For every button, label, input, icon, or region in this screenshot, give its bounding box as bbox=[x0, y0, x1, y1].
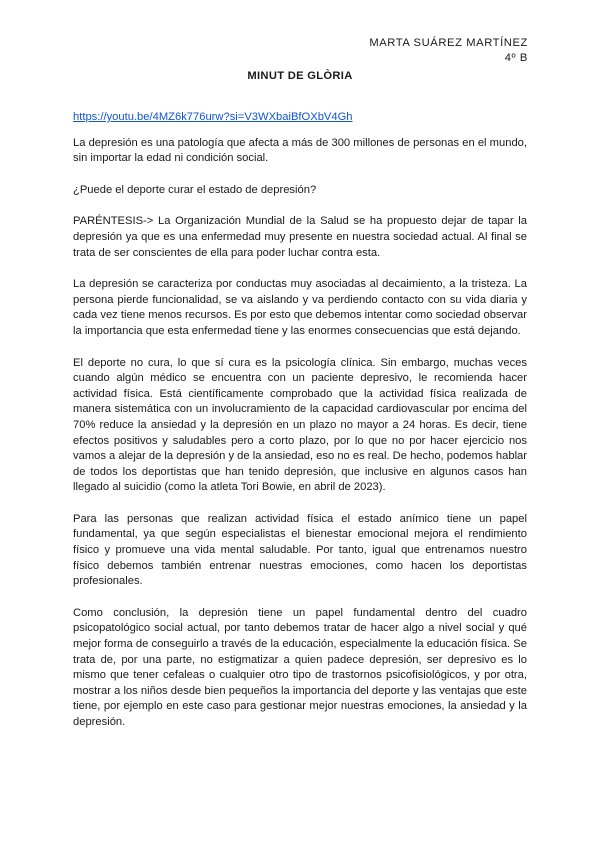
youtube-link[interactable]: https://youtu.be/4MZ6k776urw?si=V3WXbaiBfOXbV4Gh bbox=[73, 111, 353, 123]
class-group: 4º B bbox=[504, 52, 528, 64]
paragraph-question: ¿Puede el deporte curar el estado de depresión? bbox=[73, 183, 317, 196]
paragraph-athletes: Para las personas que realizan actividad física el estado anímico tiene un papel fundamental, ya que según especialistas el bienestar emocional mejora el rendimiento físico y promueve una vida mental saludable. Por tanto, igual que entrenamos nuestro físico debemos también entrenar nuestras emociones, como hacen los deportistas profesionales. bbox=[73, 512, 527, 588]
paragraph-parenthesis: PARÉNTESIS-> La Organización Mundial de la Salud se ha propuesto dejar de tapar la depresión ya que es una enfermedad muy presente en nuestra sociedad actual. Al final se trata de ser conscientes de ella para poder luchar contra esta. bbox=[73, 215, 527, 259]
author-name: MARTA SUÁREZ MARTÍNEZ bbox=[369, 37, 528, 49]
document-title: MINUT DE GLÒRIA bbox=[247, 70, 353, 82]
document-body bbox=[73, 110, 527, 747]
paragraph-intro: La depresión es una patología que afecta a más de 300 millones de personas en el mundo, sin importar la edad ni condición social. bbox=[73, 136, 527, 165]
paragraph-characterization: La depresión se caracteriza por conductas muy asociadas al decaimiento, a la tristeza. La persona pierde funcionalidad, se va aislando y va perdiendo contacto con su vida diaria y cada vez tiene menos recursos. Es por esto que debemos intentar como sociedad observar la importancia que esta enfermedad tiene y las enormes consecuencias que está dejando. bbox=[73, 278, 527, 337]
paragraph-sport: El deporte no cura, lo que sí cura es la psicología clínica. Sin embargo, muchas veces cuando algún médico se encuentra con un paciente depresivo, le recomienda hacer actividad física. Está científicamente comprobado que la actividad física realizada de manera sistemática con un involucramiento de la capacidad cardiovascular por encima del 70% reduce la ansiedad y la depresión en un plazo no mayor a 24 horas. Es decir, tiene efectos positivos y saludables pero a corto plazo, por lo que no por hacer ejercicio nos vamos a alejar de la depresión y de la ansiedad, eso no es real. De hecho, podemos hablar de todos los deportistas que han tenido depresión, que inclusive en algunos casos han llegado al suicidio (como la atleta Tori Bowie, en abril de 2023). bbox=[73, 356, 528, 494]
author-header bbox=[369, 36, 528, 66]
paragraph-conclusion: Como conclusión, la depresión tiene un papel fundamental dentro del cuadro psicopatológico social actual, por tanto debemos tratar de hacer algo a nivel social y qué mejor forma de conseguirlo a través de la educación, especialmente la educación física. Se trata de, por una parte, no estigmatizar a quien padece depresión, ser depresivo es lo mismo que tener cefaleas o cualquier otro tipo de trastornos psicofisiológicos, y por otra, mostrar a los niños desde bien pequeños la importancia del deporte y las ventajas que este tiene, por ejemplo en este caso para gestionar mejor nuestras emociones, la ansiedad y la depresión. bbox=[73, 606, 527, 728]
